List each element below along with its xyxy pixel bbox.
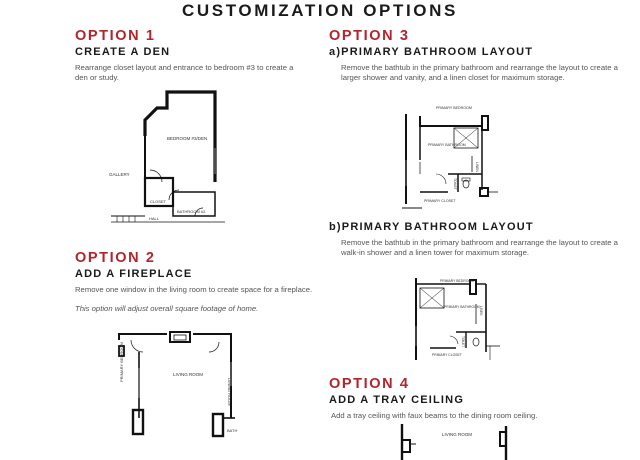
plan-label-hall: HALL: [149, 216, 160, 221]
option-2-note: This option will adjust overall square footage of home.: [75, 304, 259, 313]
plan-label-primary-bathroom-3b: PRIMARY BATHROOM: [444, 305, 480, 309]
plan-label-dining-room: DINING ROOM: [227, 378, 232, 406]
option-4-heading: OPTION 4: [329, 376, 410, 392]
plan-label-living-room: LIVING ROOM: [173, 372, 204, 377]
option-2-floor-plan: [115, 328, 250, 438]
option-2-description: Remove one window in the living room to create space for a fireplace.: [75, 285, 313, 294]
plan-label-primary-bathroom-3a: PRIMARY BATHROOM: [428, 143, 466, 147]
plan-label-linen-3a: LINEN: [475, 162, 479, 172]
page-title: CUSTOMIZATION OPTIONS: [182, 1, 458, 20]
option-3-section: [329, 28, 619, 83]
plan-label-bath: BATH: [227, 428, 238, 433]
option-3b-description: Remove the bathtub in the primary bathroom and rearrange the layout to create a walk-in shower and a linen tower for maximum storage.: [341, 238, 618, 257]
plan-label-den: BEDROOM #3/DEN: [167, 136, 208, 141]
plan-label-toilet-3a: TOILET: [453, 178, 457, 190]
option-2-section: [75, 250, 315, 314]
option-1-floor-plan: [105, 82, 240, 228]
option-4-floor-plan: [396, 424, 526, 460]
option-2-heading: OPTION 2: [75, 250, 156, 266]
option-1-description: Rearrange closet layout and entrance to bedroom #3 to create a den or study.: [75, 63, 294, 82]
plan-label-gallery: GALLERY: [109, 172, 130, 177]
option-3b-subtitle: b)PRIMARY BATHROOM LAYOUT: [329, 221, 534, 233]
option-4-section: [329, 376, 619, 421]
plan-label-closet: CLOSET: [150, 199, 167, 204]
plan-label-primary-bedroom-3b: PRIMARY BEDROOM: [440, 279, 474, 283]
option-3a-floor-plan: [398, 100, 498, 210]
plan-label-toilet-3b: TOILET: [461, 336, 465, 348]
option-1-subtitle: CREATE A DEN: [75, 46, 171, 58]
plan-label-bathroom: BATHROOM #2: [177, 209, 206, 214]
option-2-subtitle: ADD A FIREPLACE: [75, 268, 193, 280]
option-4-description: Add a tray ceiling with faux beams to the dining room ceiling.: [331, 411, 538, 420]
plan-label-primary-closet-3b: PRIMARY CLOSET: [432, 353, 462, 357]
option-4-subtitle: ADD A TRAY CEILING: [329, 394, 465, 406]
option-1-heading: OPTION 1: [75, 28, 156, 44]
plan-label-primary-bedroom: PRIMARY BEDROOM: [119, 342, 124, 382]
option-3a-description: Remove the bathtub in the primary bathroom and rearrange the layout to create a larger shower and vanity, and a linen closet for maximum storage.: [341, 63, 618, 82]
option-3-heading: OPTION 3: [329, 28, 410, 44]
option-1-section: [75, 28, 305, 83]
option-3a-subtitle: a)PRIMARY BATHROOM LAYOUT: [329, 46, 534, 58]
plan-label-primary-bedroom-3a: PRIMARY BEDROOM: [436, 106, 472, 110]
option-3b-section: [329, 219, 619, 258]
plan-label-linen-3b: LINEN: [479, 306, 483, 316]
plan-label-primary-closet-3a: PRIMARY CLOSET: [424, 199, 456, 203]
plan-label-living-room-4: LIVING ROOM: [442, 432, 473, 437]
option-3b-floor-plan: [410, 276, 500, 366]
